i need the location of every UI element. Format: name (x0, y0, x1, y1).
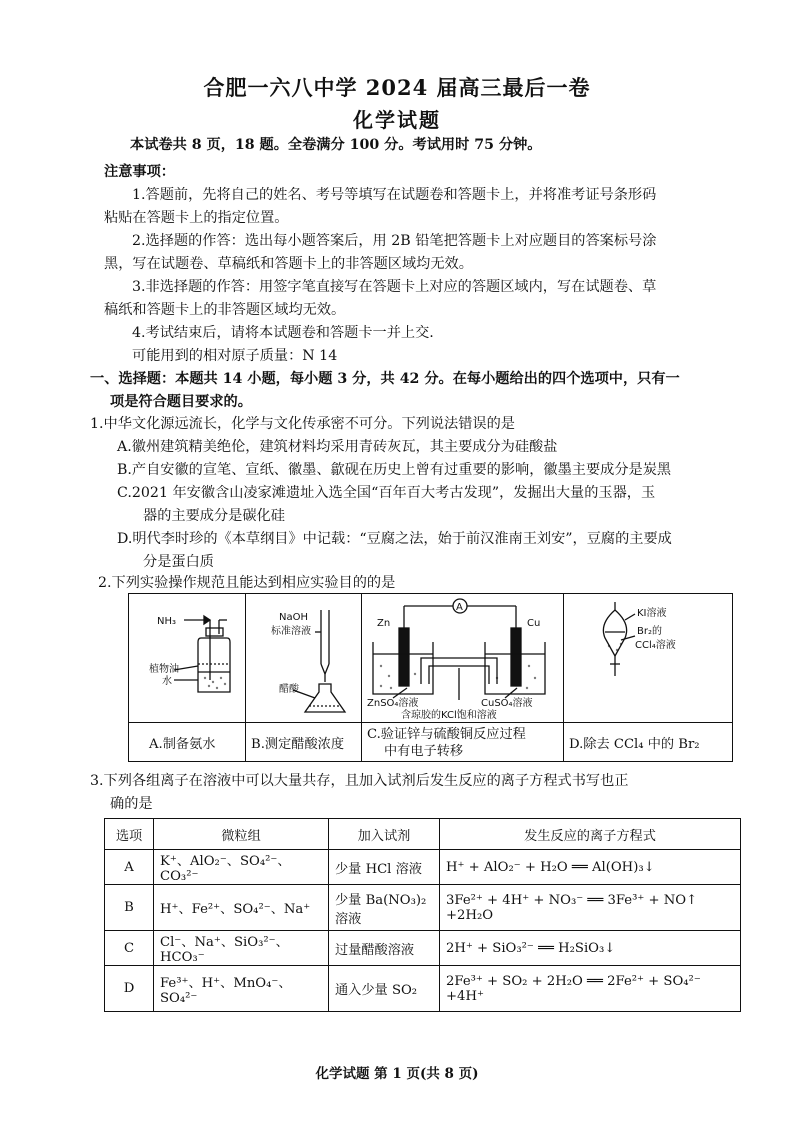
notice-item-1-cont: 粘贴在答题卡上的指定位置。 (104, 210, 289, 226)
exam-title: 合肥一六八中学 2024 届高三最后一卷 (203, 75, 591, 100)
header-reagent: 加入试剂 (329, 819, 440, 850)
row-option: C (105, 931, 154, 966)
notice-heading: 注意事项： (104, 164, 175, 180)
table-header-row (105, 819, 741, 850)
row-option: D (105, 966, 154, 1012)
notice-item-1: 1.答题前，先将自己的姓名、考号等填写在试题卷和答题卡上，并将准考证号条形码 (132, 187, 657, 203)
row-ions: H⁺、Fe²⁺、SO₄²⁻、Na⁺ (154, 885, 329, 931)
q3-stem-cont: 确的是 (110, 796, 153, 812)
row-equation (440, 966, 741, 1012)
row-reagent (329, 850, 440, 885)
caption-c-cont: 中有电子转移 (384, 744, 464, 759)
notice-item-2: 2.选择题的作答：选出每小题答案后，用 2B 铅笔把答题卡上对应题目的答案标号涂 (132, 233, 657, 249)
reagent-text: 少量 Ba(NO₃)₂ (335, 892, 427, 908)
caption-b: B.测定醋酸浓度 (251, 737, 345, 752)
caption-divider (129, 722, 732, 723)
q1-option-c-cont: 器的主要成分是碳化硅 (143, 508, 285, 524)
label-nh3: NH₃ (157, 616, 177, 627)
row-reagent: 通入少量 SO₂ (329, 966, 440, 1012)
equation-text-cont: +2H₂O (446, 907, 494, 923)
q1-option-c: C.2021 年安徽含山凌家滩遗址入选全国“百年百大考古发现”，发掘出大量的玉器，玉 (117, 485, 656, 501)
row-option: A (105, 850, 154, 885)
row-equation (440, 885, 741, 931)
header-particles: 微粒组 (154, 819, 329, 850)
page-footer: 化学试题 第 1 页(共 8 页) (315, 1066, 479, 1082)
row-ions: Cl⁻、Na⁺、SiO₃²⁻、HCO₃⁻ (154, 931, 329, 966)
q1-stem: 1.中华文化源远流长，化学与文化传承密不可分。下列说法错误的是 (90, 416, 515, 432)
label-ki: KI溶液 (637, 608, 667, 619)
atomic-mass: 可能用到的相对原子质量：N 14 (132, 348, 338, 364)
table-row (105, 966, 741, 1012)
subject-title: 化学试题 (353, 108, 441, 132)
caption-a: A.制备氨水 (149, 737, 216, 752)
caption-d: D.除去 CCl₄ 中的 Br₂ (569, 737, 700, 752)
q1-option-d: D.明代李时珍的《本草纲目》中记载：“豆腐之法，始于前汉淮南王刘安”，豆腐的主要成 (117, 531, 672, 547)
notice-item-4: 4.考试结束后，请将本试题卷和答题卡一并上交. (132, 325, 434, 341)
apparatus-drawings (129, 594, 731, 722)
row-ions: Fe³⁺、H⁺、MnO₄⁻、SO₄²⁻ (154, 966, 329, 1012)
equation-text: 2Fe³⁺ + SO₂ + 2H₂O ══ 2Fe²⁺ + SO₄²⁻ (446, 973, 701, 989)
notice-item-3-cont: 稿纸和答题卡上的非答题区域均无效。 (104, 302, 346, 318)
label-water: 水 (162, 676, 172, 687)
q3-stem: 3.下列各组离子在溶液中可以大量共存，且加入试剂后发生反应的离子方程式书写也正 (90, 773, 629, 789)
row-reagent: 过量醋酸溶液 (329, 931, 440, 966)
label-standard-solution: 标准溶液 (271, 626, 311, 637)
exam-info: 本试卷共 8 页，18 题。全卷满分 100 分。考试用时 75 分钟。 (130, 137, 542, 153)
header-equation: 发生反应的离子方程式 (440, 819, 741, 850)
label-naoh: NaOH (279, 612, 308, 623)
notice-item-3: 3.非选择题的作答：用签字笔直接写在答题卡上对应的答题区域内，写在试题卷、草 (132, 279, 657, 295)
q1-option-b: B.产自安徽的宣笔、宣纸、徽墨、歙砚在历史上曾有过重要的影响，徽墨主要成分是炭黑 (117, 462, 672, 478)
section-heading-cont: 项是符合题目要求的。 (110, 394, 252, 410)
q2-figure-table (128, 593, 733, 762)
reagent-text: 少量 HCl 溶液 (335, 861, 422, 877)
q1-option-a: A.徽州建筑精美绝伦，建筑材料均采用青砖灰瓦，其主要成分为硅酸盐 (117, 439, 558, 455)
label-ccl4: CCl₄溶液 (635, 640, 676, 651)
reagent-text-cont: 溶液 (335, 911, 362, 927)
equation-text-cont: +4H⁺ (446, 988, 484, 1004)
label-znso4: ZnSO₄溶液 (367, 698, 419, 709)
label-br2: Br₂的 (637, 626, 662, 637)
label-salt-bridge: 含琼胶的KCl饱和溶液 (401, 710, 497, 721)
row-ions: K⁺、AlO₂⁻、SO₄²⁻、CO₃²⁻ (154, 850, 329, 885)
row-equation: H⁺ + AlO₂⁻ + H₂O ══ Al(OH)₃↓ (440, 850, 741, 885)
header-option: 选项 (105, 819, 154, 850)
label-cu: Cu (527, 618, 541, 629)
label-zn: Zn (377, 618, 391, 629)
row-equation: 2H⁺ + SiO₃²⁻ ══ H₂SiO₃↓ (440, 931, 741, 966)
table-row (105, 850, 741, 885)
table-row (105, 885, 741, 931)
row-reagent (329, 885, 440, 931)
table-row (105, 931, 741, 966)
notice-item-2-cont: 黑，写在试题卷、草稿纸和答题卡上的非答题区域均无效。 (104, 256, 473, 272)
label-cuso4: CuSO₄溶液 (481, 698, 533, 709)
caption-c: C.验证锌与硫酸铜反应过程 (367, 727, 526, 742)
label-acetic-acid: 醋酸 (279, 684, 299, 695)
label-oil: 植物油 (149, 664, 179, 675)
section-heading: 一、选择题：本题共 14 小题，每小题 3 分，共 42 分。在每小题给出的四个选项中，只有一 (90, 371, 680, 387)
row-option: B (105, 885, 154, 931)
ammeter-label: A (456, 602, 463, 613)
q2-stem: 2.下列实验操作规范且能达到相应实验目的的是 (98, 575, 396, 591)
q3-table (104, 818, 741, 1012)
q1-option-d-cont: 分是蛋白质 (143, 554, 214, 570)
equation-text: 3Fe²⁺ + 4H⁺ + NO₃⁻ ══ 3Fe³⁺ + NO↑ (446, 892, 698, 908)
